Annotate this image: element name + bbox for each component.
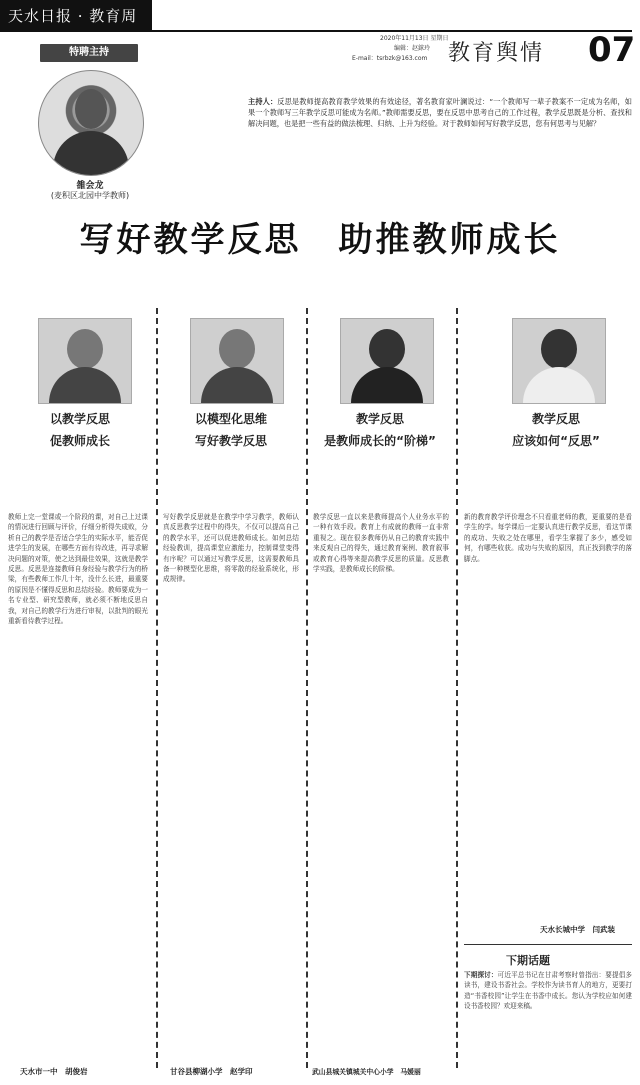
column-body: 教学反思一直以来是教师提高个人业务水平的一种有效手段。教育上有成就的教师一直非常重视之。现在很多教师仍从自己的教育实践中来反观自己的得失，通过教育案例、教育叙事或教育心得等来提高教学反思的质量。反思教学实践，是教师成长的阶梯。 <box>313 513 449 574</box>
intro-text: 反思是教师提高教育教学效果的有效途径，著名教育家叶澜说过：“一个教师写一辈子教案不一定成为名师，如果一个教师写三年教学反思可能成为名师。”教师需要反思，要在反思中思考自己的工作过程，教学反思既是分析、查找和解决问题，也是把一些有益的做法梳理、归纳、上升为经验。对于教师如何写好教学反思，您有何思考与见解？ <box>248 97 632 128</box>
intro-paragraph <box>248 96 632 129</box>
column-divider <box>456 308 458 1068</box>
column-body: 写好教学反思就是在教学中学习教学，教师认真反思教学过程中的得失，不仅可以提高自己的教学水平，还可以促进教师成长。如何总结经验教训，提高课堂应激能力，控制课堂变得有序呢？可以通过写教学反思，这需要教师具备一种模型化思维，将零散的经验系统化，形成规律。 <box>163 513 299 584</box>
column-title-line2: 写好教学反思 <box>194 434 267 448</box>
column-divider <box>306 308 308 1068</box>
date: 2020年11月13日 <box>380 35 429 42</box>
intro-lead: 主持人： <box>248 97 278 106</box>
host-label: 特聘主持 <box>40 44 138 62</box>
masthead-rule <box>152 30 632 32</box>
column-title-line2: 促教师成长 <box>49 434 110 448</box>
host-photo <box>38 70 144 176</box>
headline: 写好教学反思 助推教师成长 <box>79 220 561 260</box>
column-title-line1: 教学反思 <box>355 412 404 426</box>
column-title-line2: 应该如何“反思” <box>512 434 600 448</box>
page-number: 07 <box>588 30 636 70</box>
host-name: 雒会龙 <box>76 181 104 191</box>
topic-rule <box>464 944 632 945</box>
issue-date <box>380 34 448 43</box>
column-author: 天水长城中学 闫武装 <box>540 925 615 934</box>
column-body: 新的教育教学评价理念不只看重老师的教，更重要的是看学生的学。每学课后一定要认真进行教学反思，看这节课的成功、失败之处在哪里，看学生掌握了多少，感受如何，有哪些收获。成功与失败的原因，真正找到教学的落脚点。 <box>464 513 632 563</box>
weekday: 星期日 <box>430 35 449 42</box>
column-title-line1: 以教学反思 <box>49 412 110 426</box>
column-divider <box>156 308 158 1068</box>
column-title-line1: 以模型化思维 <box>194 412 267 426</box>
editor: 编辑：赵銶玲 <box>394 45 431 52</box>
author-photo <box>512 318 606 404</box>
column-author: 甘谷县柳湖小学 赵学印 <box>170 1067 253 1076</box>
author-photo <box>38 318 132 404</box>
column-body: 教师上完一堂课或一个阶段的课，对自己上过课的情况进行回顾与评价，仔细分析得失成败，分析自己的教学是否适合学生的实际水平，能否促进学生的发展，在哪些方面有待改进，再寻求解决问题的对策，使之达到最佳效果，这就是教学反思。反思是连接教师自身经验与教学行为的桥梁，有些教师工作几十年，没什么长进，最重要的原因是不懂得反思和总结经验。教师要成为一名专业型、研究型教师，就必须不断地反思自我，对自己的教学行为进行审视，以批判的眼光重新看待教学过程。 <box>8 513 148 626</box>
next-topic-body <box>464 970 632 1070</box>
column-author: 武山县城关镇城关中心小学 马媛丽 <box>312 1068 421 1076</box>
next-topic-lead: 下期探讨： <box>464 971 498 979</box>
next-topic-title: 下期话题 <box>506 954 550 967</box>
email: E-mail：tsrbzk@163.com <box>352 55 428 62</box>
section-title: 教育舆情 <box>448 41 545 66</box>
column-author: 天水市一中 胡俊岩 <box>20 1067 88 1076</box>
paper-masthead: 天水日报 · 教育周刊 <box>0 0 152 32</box>
author-photo <box>190 318 284 404</box>
author-photo <box>340 318 434 404</box>
next-topic-text: 可近平总书记在甘肃考察时曾指出：要提倡多读书，建设书香社会。学校作为读书育人的地方，更要打造“书香校园”让学生在书香中成长。您认为学校应如何建设书香校园？欢迎来稿。 <box>464 971 632 1011</box>
column-title-line2: 是教师成长的“阶梯” <box>324 434 436 448</box>
host-org: (麦积区北园中学教师) <box>50 191 130 200</box>
column-title-line1: 教学反思 <box>531 412 580 426</box>
